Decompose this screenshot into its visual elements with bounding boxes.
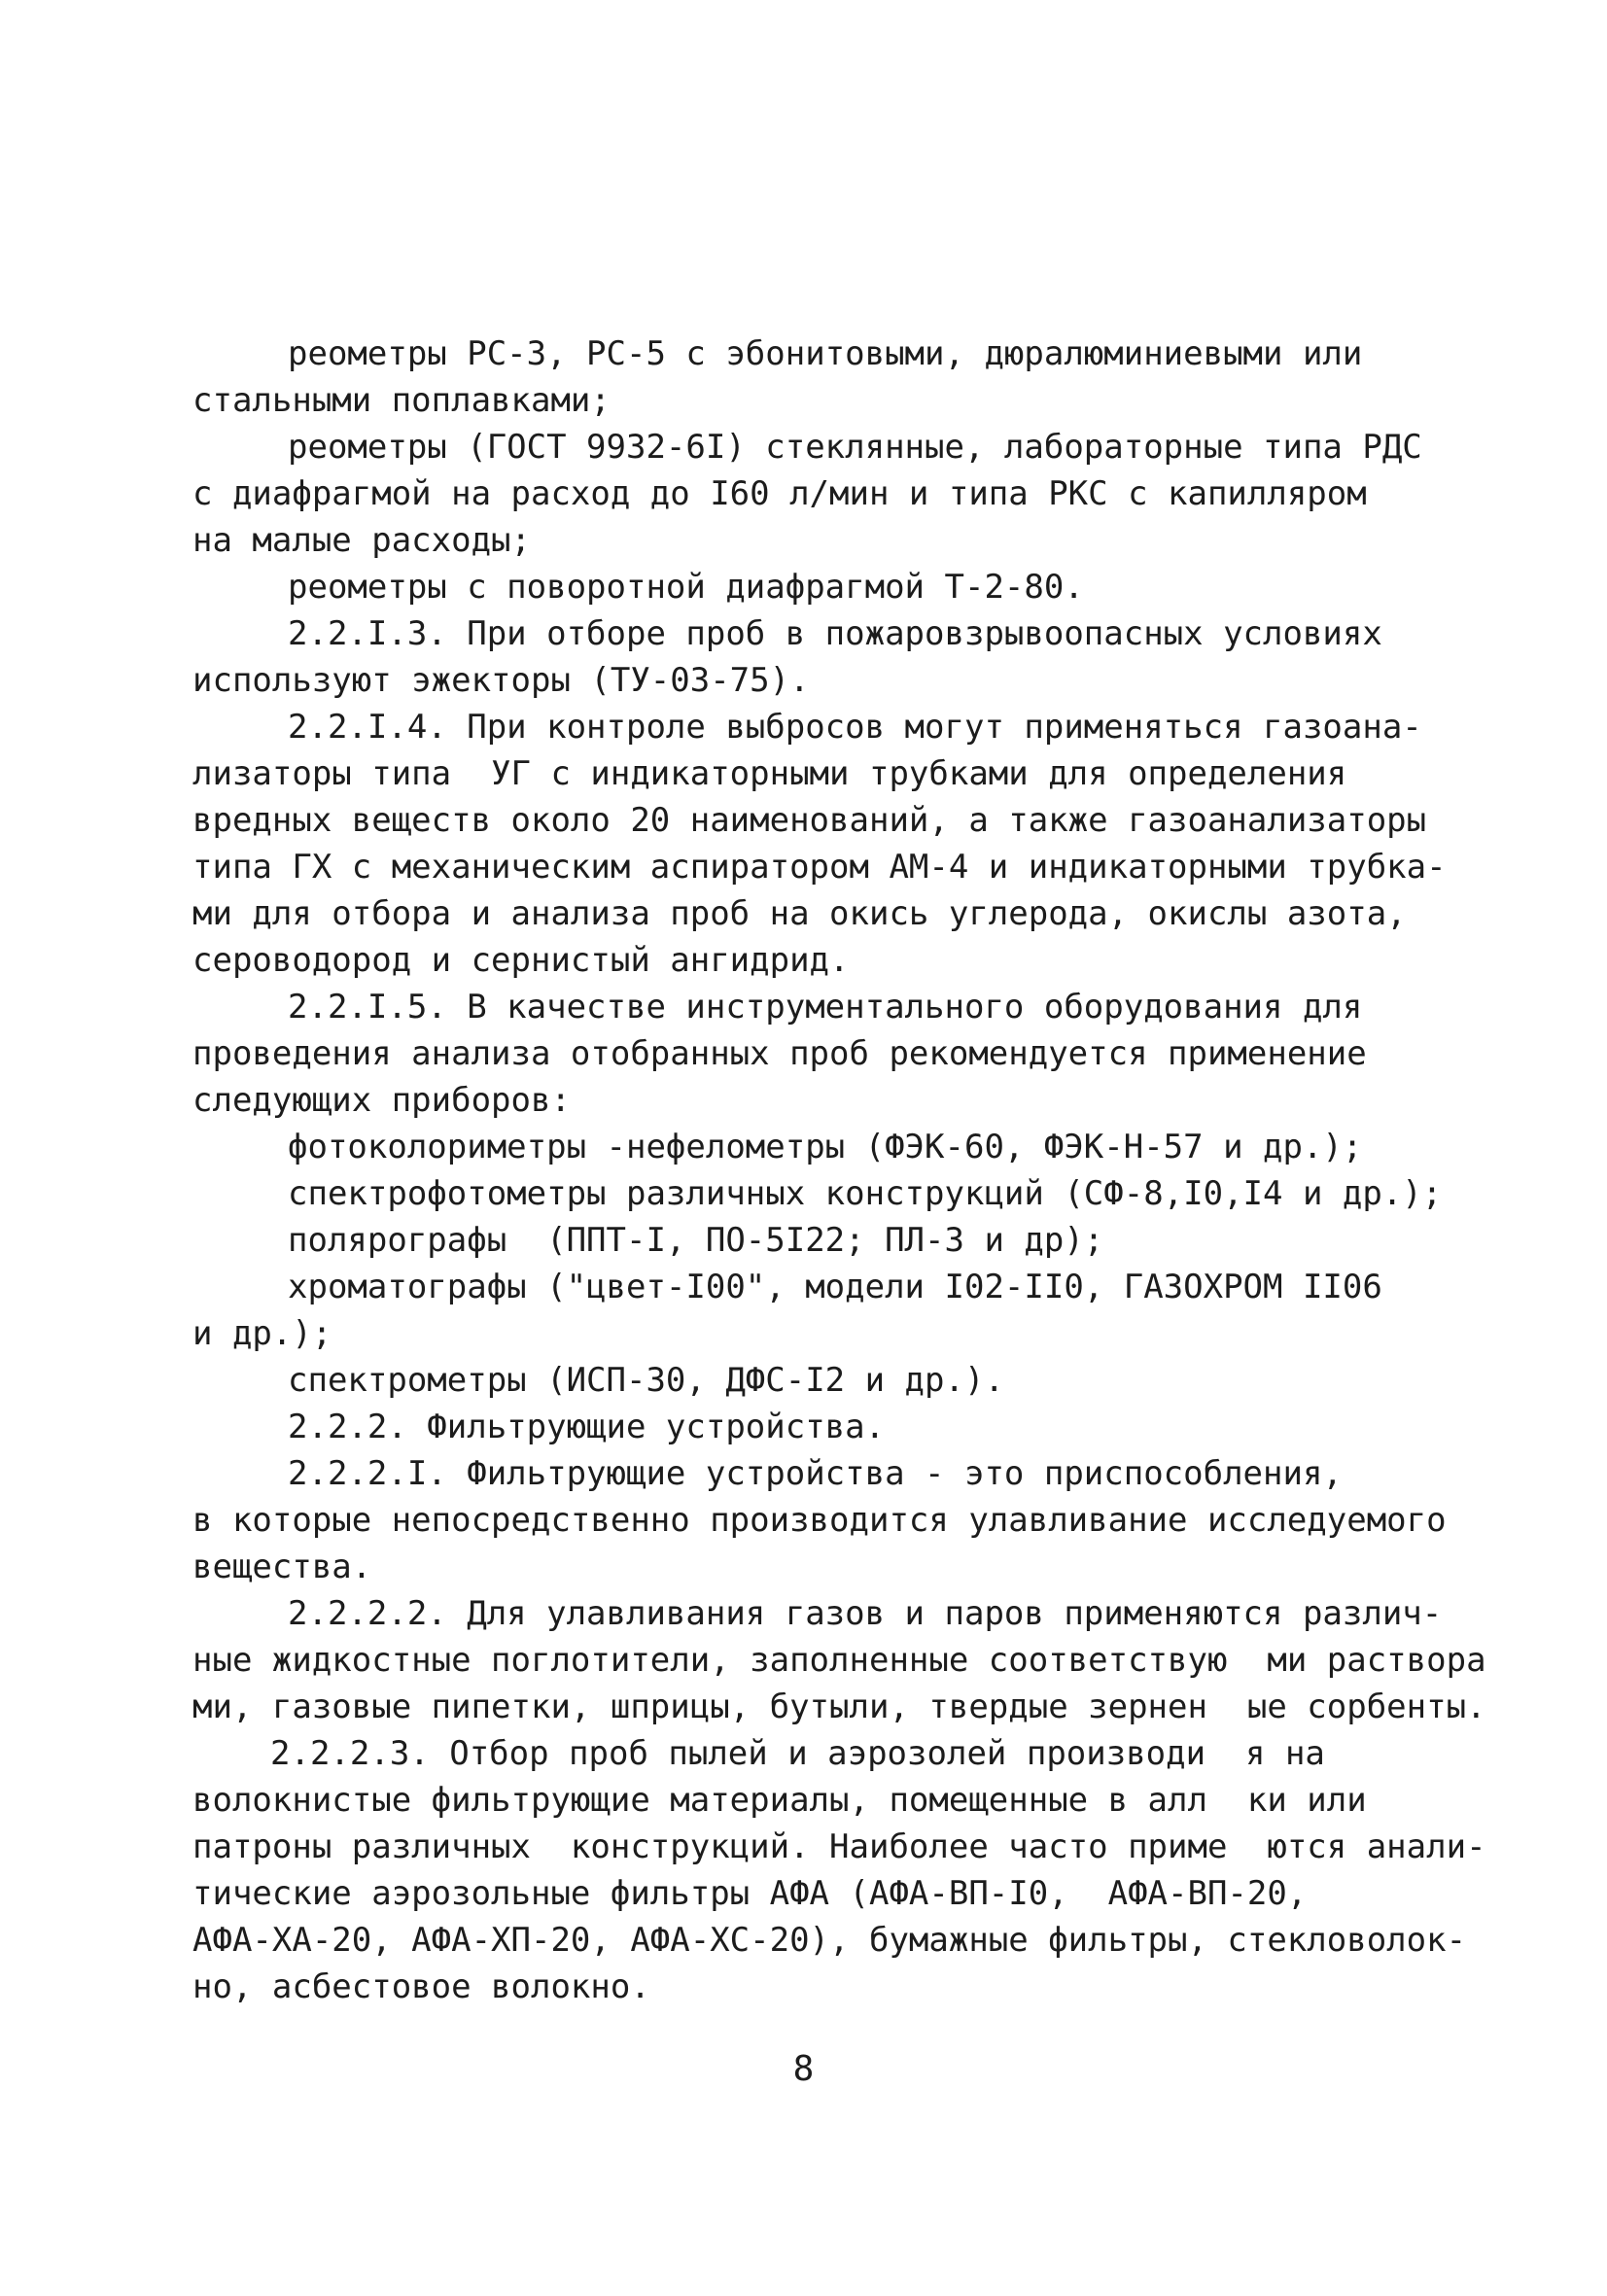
text-line: лизаторы типа УГ с индикаторными трубками для определения — [192, 754, 1347, 793]
text-line: проведения анализа отобранных проб рекомендуется применение — [192, 1034, 1367, 1073]
text-line: 2.2.2.I. Фильтрующие устройства - это приспособления, — [288, 1454, 1343, 1493]
text-line: на малые расходы; — [192, 521, 531, 560]
text-line: стальными поплавками; — [192, 381, 611, 420]
text-line: вещества. — [192, 1548, 372, 1586]
text-line: реометры (ГОСТ 9932-6I) стеклянные, лабораторные типа РДС — [288, 428, 1422, 467]
text-line: патроны различных конструкций. Наиболее часто приме ются анали- — [192, 1827, 1486, 1866]
text-line: с диафрагмой на расход до I60 л/мин и типа РКС с капилляром — [192, 474, 1367, 513]
text-line: реометры РС-3, РС-5 с эбонитовыми, дюралюминиевыми или — [288, 334, 1363, 373]
text-line: 2.2.I.3. При отборе проб в пожаровзрывоопасных условиях — [288, 614, 1382, 653]
text-line: 2.2.I.4. При контроле выбросов могут применяться газоана- — [288, 708, 1422, 747]
text-line: типа ГХ с механическим аспиратором АМ-4 и индикаторными трубка- — [192, 848, 1447, 887]
text-line: фотоколориметры -нефелометры (ФЭК-60, ФЭК-Н-57 и др.); — [288, 1128, 1363, 1166]
text-line: АФА-ХА-20, АФА-ХП-20, АФА-ХС-20), бумажные фильтры, стекловолок- — [192, 1921, 1467, 1960]
text-line: волокнистые фильтрующие материалы, помещенные в алл ки или — [192, 1781, 1367, 1820]
page-number: 8 — [792, 2049, 815, 2089]
text-line: реометры с поворотной диафрагмой Т-2-80. — [288, 568, 1084, 607]
text-line: но, асбестовое волокно. — [192, 1967, 650, 2006]
text-line: и др.); — [192, 1314, 332, 1353]
text-line: ные жидкостные поглотители, заполненные соответствую ми раствора — [192, 1641, 1486, 1680]
text-line: ми, газовые пипетки, шприцы, бутыли, твердые зернен ые сорбенты. — [192, 1687, 1486, 1726]
text-line: в которые непосредственно производится улавливание исследуемого — [192, 1501, 1447, 1540]
text-line: сероводород и сернистый ангидрид. — [192, 941, 850, 980]
text-line: хроматографы ("цвет-I00", модели I02-II0, ГАЗОХРОМ II06 — [288, 1268, 1382, 1306]
text-line: спектрофотометры различных конструкций (СФ-8,I0,I4 и др.); — [288, 1174, 1443, 1213]
text-line: следующих приборов: — [192, 1081, 571, 1120]
text-line: ми для отбора и анализа проб на окись углерода, окислы азота, — [192, 894, 1407, 933]
text-line: 2.2.2. Фильтрующие устройства. — [288, 1408, 886, 1446]
text-line: полярографы (ППТ-I, ПО-5I22; ПЛ-3 и др); — [288, 1221, 1104, 1260]
text-line: 2.2.2.3. Отбор проб пылей и аэрозолей производи я на — [270, 1734, 1325, 1773]
text-line: 2.2.2.2. Для улавливания газов и паров применяются различ- — [288, 1594, 1443, 1633]
text-line: 2.2.I.5. В качестве инструментального оборудования для — [288, 988, 1363, 1026]
text-line: используют эжекторы (ТУ-03-75). — [192, 661, 810, 700]
text-line: спектрометры (ИСП-30, ДФС-I2 и др.). — [288, 1361, 1004, 1400]
text-line: тические аэрозольные фильтры АФА (АФА-ВП-I0, АФА-ВП-20, — [192, 1874, 1308, 1913]
text-line: вредных веществ около 20 наименований, а также газоанализаторы — [192, 801, 1427, 840]
